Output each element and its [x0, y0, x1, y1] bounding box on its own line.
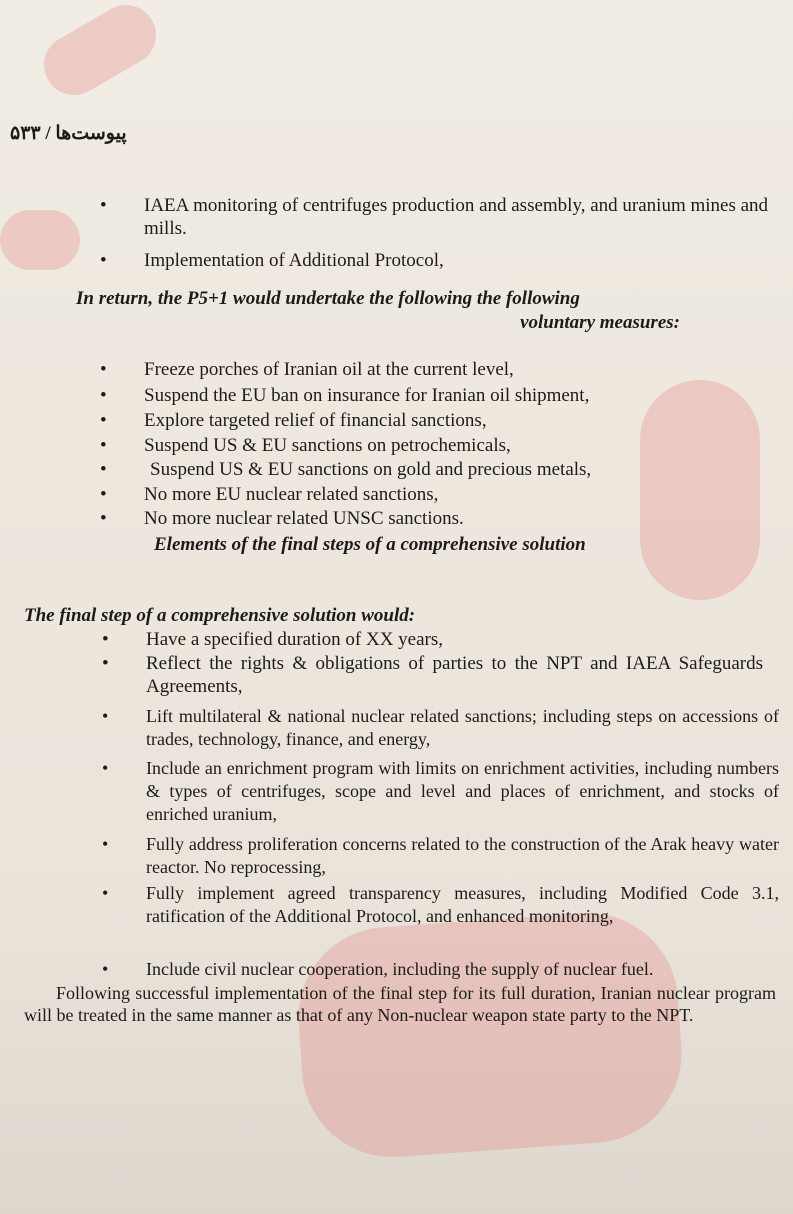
list-item: • Fully address proliferation concerns related to the construction of the Arak heavy water reactor. No reprocessing, [102, 834, 779, 877]
list-item: • Suspend US & EU sanctions on petrochemicals, [100, 435, 511, 456]
closing-paragraph: Following successful implementation of the final step for its full duration, Iranian nuclear program will be treated in the same manner as that of any Non-nuclear weapon state party to the NPT. [24, 983, 776, 1025]
list-item: • Implementation of Additional Protocol, [100, 250, 444, 271]
list-item: • Have a specified duration of XX years, [102, 629, 444, 650]
list-item: • Suspend the EU ban on insurance for Iranian oil shipment, [100, 385, 590, 406]
list-item: • Include civil nuclear cooperation, including the supply of nuclear fuel. [102, 959, 654, 979]
list-item: • Include an enrichment program with limits on enrichment activities, including numbers & types of centrifuges, scope and level and places of enrichment, and stocks of enriched uranium, [102, 758, 779, 824]
list-item: • Explore targeted relief of financial sanctions, [100, 410, 487, 431]
page-header: پیوست‌ها / ۵۳۳ [10, 123, 127, 144]
list-item: • Freeze porches of Iranian oil at the current level, [100, 359, 514, 380]
final-step-heading: The final step of a comprehensive solution would: [24, 605, 416, 626]
list-item: • No more nuclear related UNSC sanctions. [100, 508, 464, 529]
list-item: • Fully implement agreed transparency measures, including Modified Code 3.1, ratification of the Additional Protocol, and enhanced monitoring, [102, 883, 779, 926]
list-item: • IAEA monitoring of centrifuges production and assembly, and uranium mines and mills. [100, 195, 769, 239]
list-item: • Lift multilateral & national nuclear related sanctions; including steps on accessions of trades, technology, finance, and energy, [102, 706, 779, 749]
list-item: • No more EU nuclear related sanctions, [100, 484, 439, 505]
return-heading-line2: voluntary measures: [520, 312, 680, 333]
return-heading-line1: In return, the P5+1 would undertake the following the following [76, 288, 580, 309]
list-item: • Reflect the rights & obligations of parties to the NPT and IAEA Safeguards Agreements, [102, 653, 763, 697]
list-item: • Suspend US & EU sanctions on gold and precious metals, [100, 459, 592, 480]
elements-heading: Elements of the final steps of a comprehensive solution [154, 534, 586, 555]
